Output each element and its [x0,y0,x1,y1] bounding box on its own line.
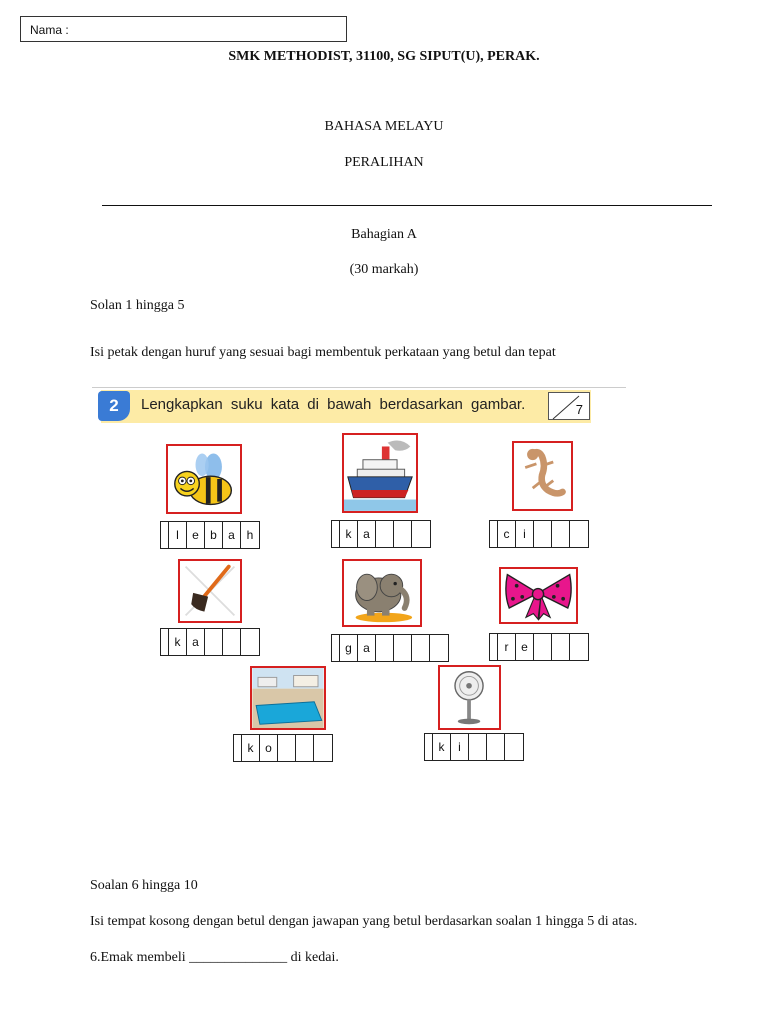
answer-box[interactable]: e [516,634,534,660]
name-label: Nama : [30,23,69,37]
lizard-icon [512,441,573,511]
ribbon-icon [499,567,578,624]
instruction-1: Isi petak dengan huruf yang sesuai bagi membentuk perkataan yang betul dan tepat [90,345,556,360]
score-total: 7 [575,402,583,417]
answer-box [490,521,498,547]
answer-boxes-4[interactable] [160,628,260,656]
answer-box[interactable]: k [242,735,260,761]
answer-box[interactable]: k [169,629,187,655]
answer-box[interactable] [241,629,259,655]
question-6-suffix: di kedai. [290,950,339,965]
answer-box[interactable] [552,521,570,547]
fan-icon [438,665,501,730]
answer-box[interactable]: k [433,734,451,760]
answer-box[interactable]: k [340,521,358,547]
answer-box[interactable] [278,735,296,761]
answer-box[interactable] [505,734,523,760]
answer-box [332,635,340,661]
answer-boxes-8[interactable] [424,733,524,761]
answer-box[interactable] [376,521,394,547]
ship-icon [342,433,418,513]
answer-box[interactable]: a [187,629,205,655]
answer-box[interactable]: r [498,634,516,660]
answer-box[interactable] [570,634,588,660]
answer-boxes-2[interactable] [331,520,431,548]
answer-box[interactable] [552,634,570,660]
bee-icon [166,444,242,514]
answer-box[interactable]: h [246,528,254,542]
answer-box[interactable] [394,635,412,661]
name-field[interactable] [20,16,347,42]
answer-box[interactable] [296,735,314,761]
question-6-blank[interactable]: ______________ [189,950,288,965]
answer-boxes-3[interactable] [489,520,589,548]
score-slash-icon [549,393,591,421]
score-box [548,392,590,420]
answer-box[interactable] [534,521,552,547]
level-title: PERALIHAN [344,155,424,170]
answer-box[interactable]: g [340,635,358,661]
answer-box[interactable] [223,629,241,655]
answer-box[interactable]: a [358,635,376,661]
section-marks: (30 markah) [349,262,419,277]
answer-box[interactable] [570,521,588,547]
answer-box[interactable]: a [223,522,241,548]
answer-box [425,734,433,760]
answer-box[interactable]: i [516,521,534,547]
exercise-instruction: Lengkapkan suku kata di bawah berdasarkan gambar. [141,396,526,413]
answer-box[interactable] [412,521,430,547]
answer-box[interactable] [205,629,223,655]
axe-icon [178,559,242,623]
divider [102,205,712,206]
question-range-1: Solan 1 hingga 5 [90,298,185,313]
question-6-prefix: 6.Emak membeli [90,950,186,965]
answer-boxes-7[interactable] [233,734,333,762]
answer-box[interactable] [376,635,394,661]
answer-box [161,629,169,655]
answer-box[interactable] [314,735,332,761]
section-title: Bahagian A [351,227,417,242]
answer-box [332,521,340,547]
exercise-number-badge: 2 [98,391,130,421]
answer-boxes-1[interactable] [160,521,260,549]
answer-box[interactable]: i [451,734,469,760]
answer-boxes-5[interactable] [331,634,449,662]
answer-box[interactable] [394,521,412,547]
answer-box[interactable] [412,635,430,661]
school-name: SMK METHODIST, 31100, SG SIPUT(U), PERAK. [228,49,540,64]
answer-box[interactable]: c [498,521,516,547]
answer-box[interactable]: e [187,522,205,548]
answer-box [234,735,242,761]
question-range-2: Soalan 6 hingga 10 [90,878,198,893]
answer-box[interactable] [430,635,448,661]
answer-box[interactable] [487,734,505,760]
answer-box[interactable]: o [260,735,278,761]
pool-icon [250,666,326,730]
answer-box [490,634,498,660]
answer-boxes-6[interactable] [489,633,589,661]
subject-title: BAHASA MELAYU [324,119,444,134]
elephant-icon [342,559,422,627]
answer-box[interactable]: a [358,521,376,547]
answer-box[interactable] [469,734,487,760]
answer-box[interactable]: b [205,522,223,548]
answer-box[interactable] [534,634,552,660]
answer-box[interactable]: l [169,522,187,548]
question-6 [90,950,339,966]
answer-box [161,522,169,548]
instruction-2: Isi tempat kosong dengan betul dengan jawapan yang betul berdasarkan soalan 1 hingga 5 di atas. [90,914,638,929]
